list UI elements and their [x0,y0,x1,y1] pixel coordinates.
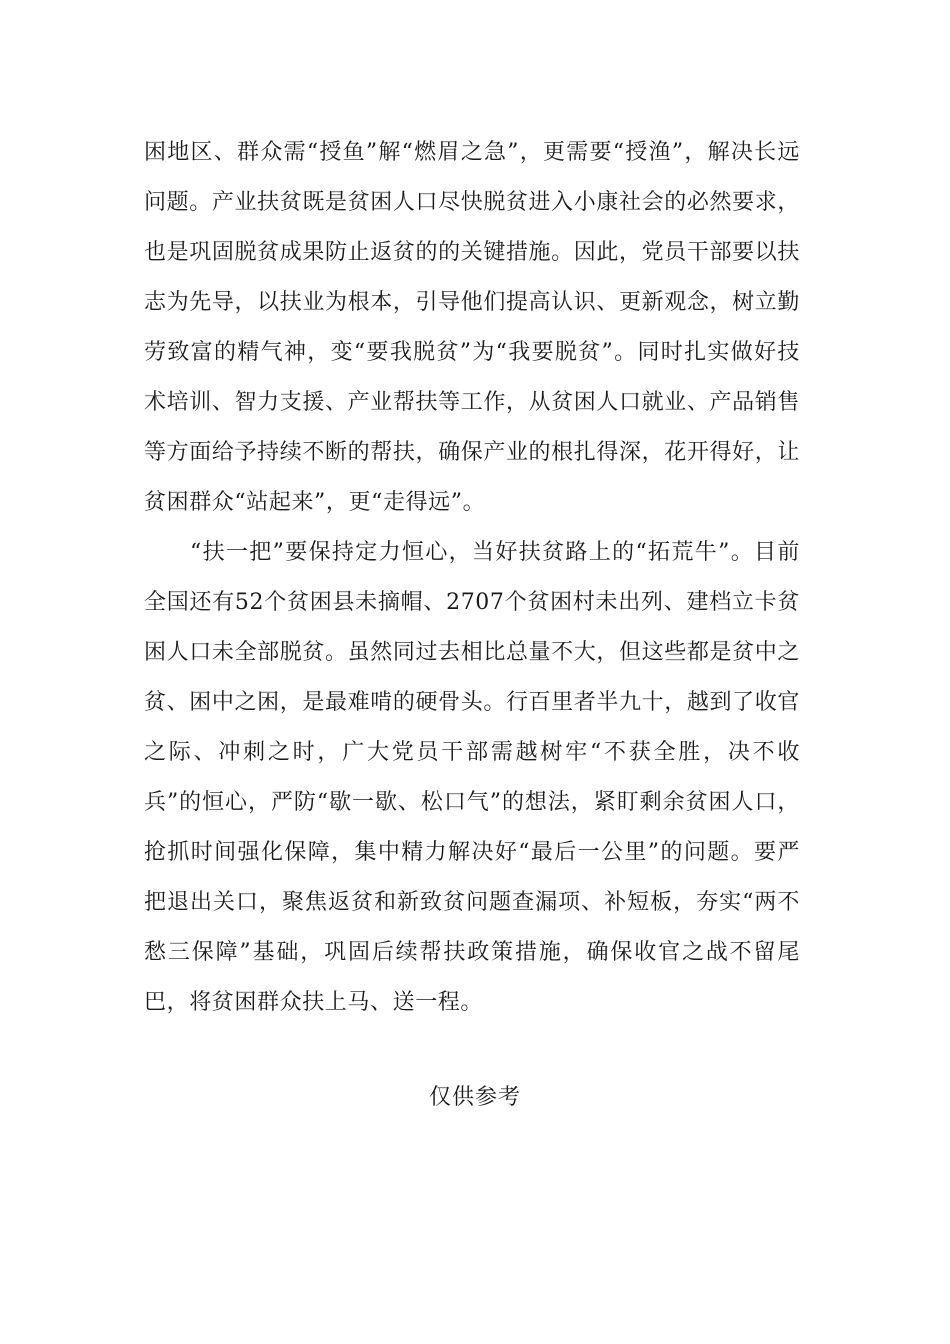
footer-note: 仅供参考 [428,1085,521,1110]
document-body [144,128,800,1028]
paragraph-continuation: 困地区、群众需“授鱼”解“燃眉之急”，更需要“授渔”，解决长远问题。产业扶贫既是贫困人口尽快脱贫进入小康社会的必然要求，也是巩固脱贫成果防止返贫的的关键措施。因此，党员干部要以扶志为先导，以扶业为根本，引导他们提高认识、更新观念，树立勤劳致富的精气神，变“要我脱贫”为“我要脱贫”。同时扎实做好技术培训、智力支援、产业帮扶等工作，从贫困人口就业、产品销售等方面给予持续不断的帮扶，确保产业的根扎得深，花开得好，让贫困群众“站起来”，更“走得远”。 [144,140,800,515]
paragraph: “扶一把”要保持定力恒心，当好扶贫路上的“拓荒牛”。目前全国还有52个贫困县未摘帽、2707个贫困村未出列、建档立卡贫困人口未全部脱贫。虽然同过去相比总量不大，但这些都是贫中之贫、困中之困，是最难啃的硬骨头。行百里者半九十，越到了收官之际、冲刺之时，广大党员干部需越树牢“不获全胜，决不收兵”的恒心，严防“歇一歇、松口气”的想法，紧盯剩余贫困人口，抢抓时间强化保障，集中精力解决好“最后一公里”的问题。要严把退出关口，聚焦返贫和新致贫问题查漏项、补短板，夯实“两不愁三保障”基础，巩固后续帮扶政策措施，确保收官之战不留尾巴，将贫困群众扶上马、送一程。 [144,540,800,1015]
